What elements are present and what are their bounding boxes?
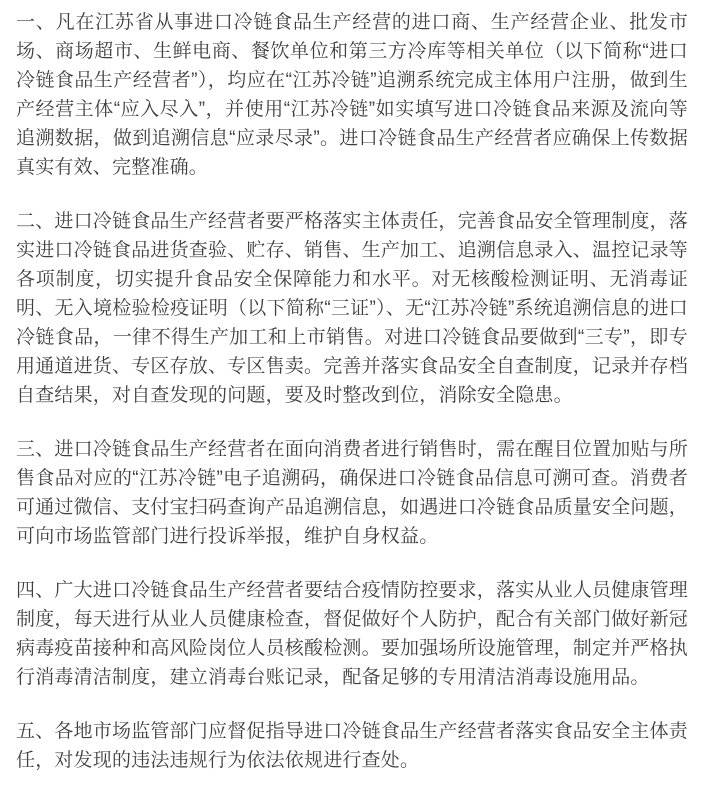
paragraph-item-1: 一、凡在江苏省从事进口冷链食品生产经营的进口商、生产经营企业、批发市场、商场超市、生鲜电商、餐饮单位和第三方冷库等相关单位（以下简称“进口冷链食品生产经营者”），均应在“江苏冷链”追溯系统完成主体用户注册，做到生产经营主体“应入尽入”，并使用“江苏冷链”如实填写进口冷链食品来源及流向等追溯数据，做到追溯信息“应录尽录”。进口冷链食品生产经营者应确保上传数据真实有效、完整准确。: [16, 12, 688, 178]
paragraph-item-5: 五、各地市场监管部门应督促指导进口冷链食品生产经营者落实食品安全主体责任，对发现的违法违规行为依法依规进行查处。: [16, 721, 689, 771]
paragraph-item-2: 二、进口冷链食品生产经营者要严格落实主体责任，完善食品安全管理制度，落实进口冷链食品进货查验、贮存、销售、生产加工、追溯信息录入、温控记录等各项制度，切实提升食品安全保障能力和水平。对无核酸检测证明、无消毒证明、无入境检验检疫证明（以下简称“三证”）、无“江苏冷链”系统追溯信息的进口冷链食品，一律不得生产加工和上市销售。对进口冷链食品要做到“三专”，即专用通道进货、专区存放、专区售卖。完善并落实食品安全自查制度，记录并存档自查结果，对自查发现的问题，要及时整改到位，消除安全隐患。: [16, 211, 689, 406]
paragraph-item-4: 四、广大进口冷链食品生产经营者要结合疫情防控要求，落实从业人员健康管理制度，每天进行从业人员健康检查，督促做好个人防护，配合有关部门做好新冠病毒疫苗接种和高风险岗位人员核酸检测。要加强场所设施管理，制定并严格执行消毒清洁制度，建立消毒台账记录，配备足够的专用清洁消毒设施用品。: [16, 580, 689, 688]
paragraph-item-3: 三、进口冷链食品生产经营者在面向消费者进行销售时，需在醒目位置加贴与所售食品对应的“江苏冷链”电子追溯码，确保进口冷链食品信息可溯可查。消费者可通过微信、支付宝扫码查询产品追溯信息，如遇进口冷链食品质量安全问题，可向市场监管部门进行投诉举报，维护自身权益。: [16, 439, 689, 547]
